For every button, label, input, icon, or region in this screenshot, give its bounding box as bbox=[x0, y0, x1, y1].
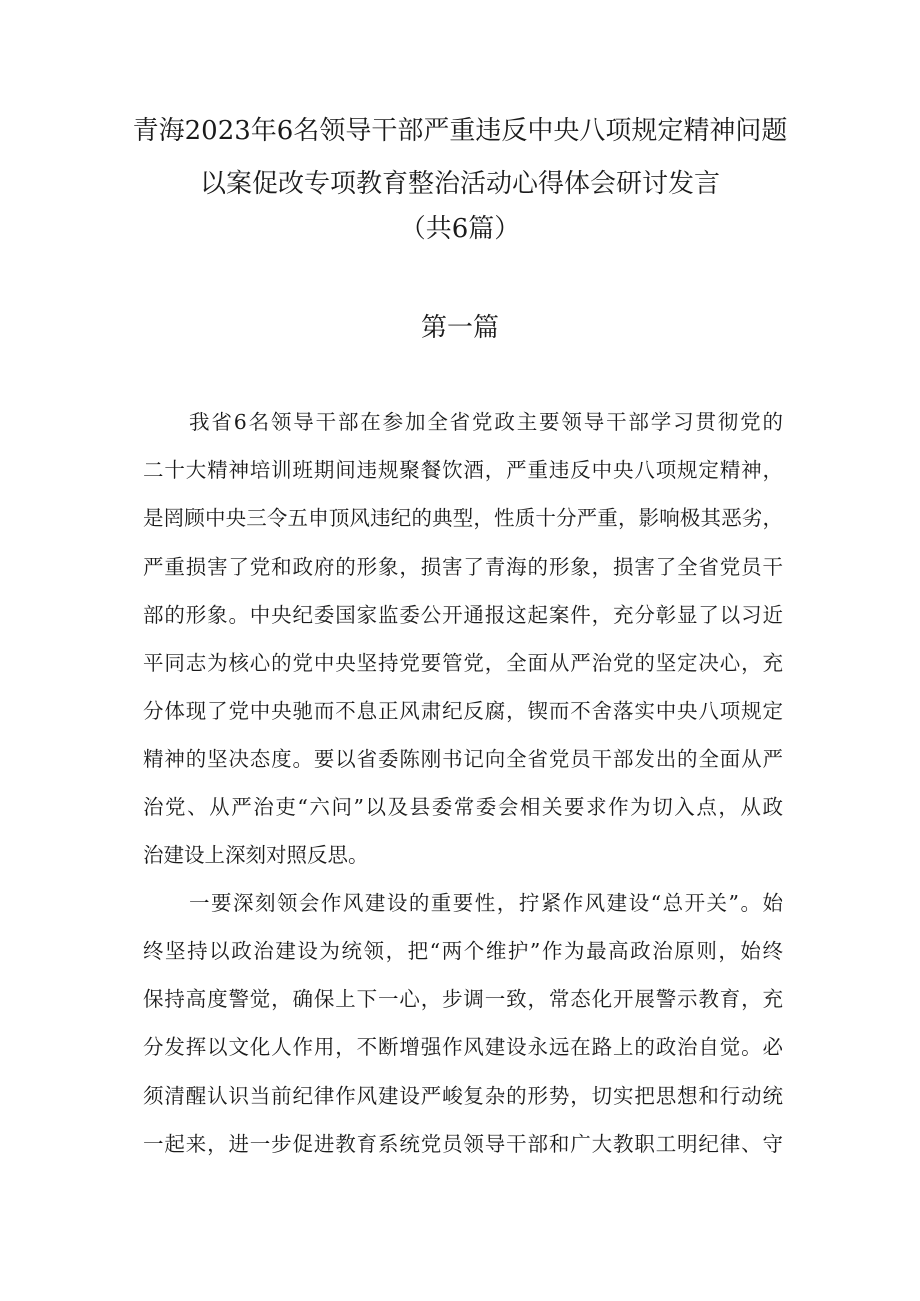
paragraph-1-line: 是罔顾中央三令五申顶风违纪的典型，性质十分严重，影响极其恶劣， bbox=[143, 506, 783, 530]
paragraph-1-line: 治建设上深刻对照反思。 bbox=[143, 843, 369, 867]
paragraph-2-line: 终坚持以政治建设为统领，把“两个维护”作为最高政治原则，始终 bbox=[143, 939, 783, 963]
paragraph-1-line: 精神的坚决态度。要以省委陈刚书记向全省党员干部发出的全面从严 bbox=[143, 747, 783, 771]
section-heading: 第一篇 bbox=[420, 313, 499, 343]
document-title-count: （共6篇） bbox=[399, 214, 521, 244]
paragraph-1-line: 治党、从严治吏“六问”以及县委常委会相关要求作为切入点，从政 bbox=[143, 795, 783, 819]
paragraph-2-line: 保持高度警觉，确保上下一心，步调一致，常态化开展警示教育，充 bbox=[143, 987, 783, 1011]
paragraph-1-line: 严重损害了党和政府的形象，损害了青海的形象，损害了全省党员干 bbox=[143, 555, 783, 579]
paragraph-1-line: 部的形象。中央纪委国家监委公开通报这起案件，充分彰显了以习近 bbox=[143, 603, 783, 627]
paragraph-1-line: 分体现了党中央驰而不息正风肃纪反腐，锲而不舍落实中央八项规定 bbox=[143, 699, 783, 723]
paragraph-2-line: 一起来，进一步促进教育系统党员领导干部和广大教职工明纪律、守 bbox=[143, 1132, 783, 1156]
document-title-line-1: 青海2023年6名领导干部严重违反中央八项规定精神问题 bbox=[132, 116, 788, 146]
paragraph-1-line: 平同志为核心的党中央坚持党要管党，全面从严治党的坚定决心，充 bbox=[143, 651, 783, 675]
document-title-line-2: 以案促改专项教育整治活动心得体会研讨发言 bbox=[199, 169, 720, 199]
paragraph-2-line: 须清醒认识当前纪律作风建设严峻复杂的形势，切实把思想和行动统 bbox=[143, 1084, 783, 1108]
paragraph-1-line: 我省6名领导干部在参加全省党政主要领导干部学习贯彻党的 bbox=[189, 410, 783, 434]
paragraph-2-line: 分发挥以文化人作用，不断增强作风建设永远在路上的政治自觉。必 bbox=[143, 1035, 783, 1059]
paragraph-2-line: 一要深刻领会作风建设的重要性，拧紧作风建设“总开关”。始 bbox=[189, 891, 783, 915]
paragraph-1-line: 二十大精神培训班期间违规聚餐饮酒，严重违反中央八项规定精神， bbox=[143, 458, 783, 482]
